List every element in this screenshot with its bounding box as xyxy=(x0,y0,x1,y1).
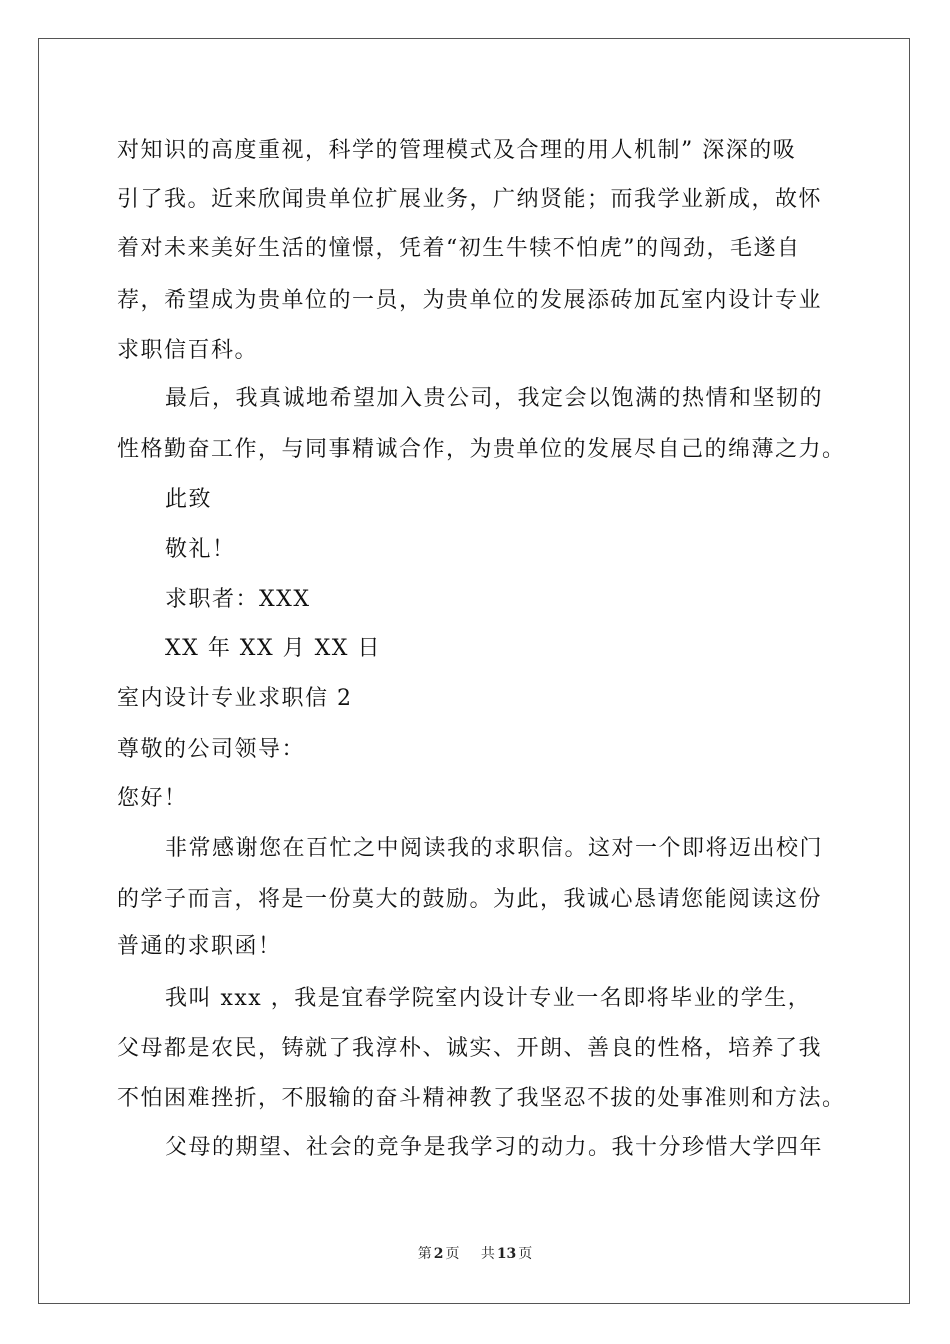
page-indicator: 第 2 页 xyxy=(417,1246,460,1262)
text-line: 引了我。近来欣闻贵单位扩展业务，广纳贤能；而我学业新成，故怀 xyxy=(117,187,823,212)
page-border xyxy=(38,38,910,1304)
greeting-line: 您好！ xyxy=(117,786,188,811)
date-line: XX 年 XX 月 XX 日 xyxy=(165,636,381,661)
text-line: 非常感谢您在百忙之中阅读我的求职信。这对一个即将迈出校门 xyxy=(165,836,824,861)
text-line: 求职信百科。 xyxy=(117,338,259,363)
greeting-line: 尊敬的公司领导： xyxy=(117,737,306,762)
text-line: 荐，希望成为贵单位的一员，为贵单位的发展添砖加瓦室内设计专业 xyxy=(117,288,823,313)
closing-line: 此致 xyxy=(165,487,213,512)
total-pages-indicator: 共 13 页 xyxy=(480,1246,533,1262)
section-title: 室内设计专业求职信 2 xyxy=(117,686,353,711)
text-line: 我叫 xxx ，我是宜春学院室内设计专业一名即将毕业的学生， xyxy=(165,986,812,1011)
text-line: 对知识的高度重视，科学的管理模式及合理的用人机制” 深深的吸 xyxy=(117,138,797,163)
text-line: 的学子而言，将是一份莫大的鼓励。为此，我诚心恳请您能阅读这份 xyxy=(117,887,823,912)
text-line: 父母的期望、社会的竞争是我学习的动力。我十分珍惜大学四年 xyxy=(165,1135,824,1160)
signature-line: 求职者：XXX xyxy=(165,587,311,612)
text-line: 着对未来美好生活的憧憬，凭着“初生牛犊不怕虎”的闯劲，毛遂自 xyxy=(117,236,801,261)
text-line: 普通的求职函！ xyxy=(117,934,282,959)
page-footer xyxy=(0,1245,950,1263)
text-line: 不怕困难挫折，不服输的奋斗精神教了我坚忍不拔的处事准则和方法。 xyxy=(117,1086,846,1111)
text-line: 父母都是农民，铸就了我淳朴、诚实、开朗、善良的性格，培养了我 xyxy=(117,1036,823,1061)
text-line: 性格勤奋工作，与同事精诚合作，为贵单位的发展尽自己的绵薄之力。 xyxy=(117,437,846,462)
text-line: 最后，我真诚地希望加入贵公司，我定会以饱满的热情和坚韧的 xyxy=(165,386,824,411)
salutation-line: 敬礼！ xyxy=(165,537,236,562)
